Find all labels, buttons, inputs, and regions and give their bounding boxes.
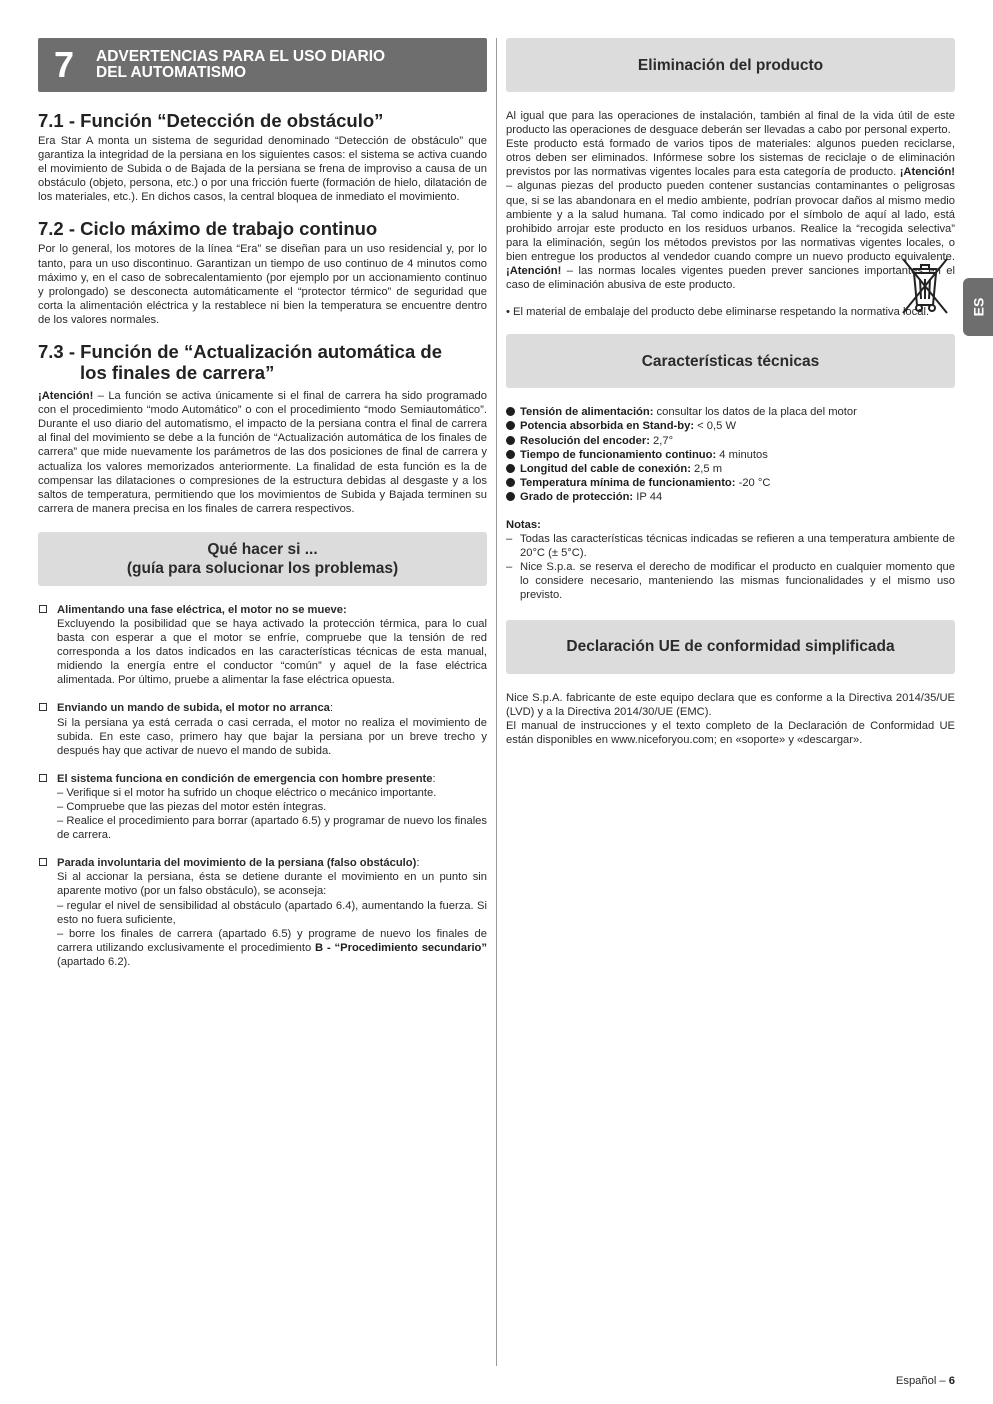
section-7-2-body: Por lo general, los motores de la línea “Era” se diseñan para un uso residencial y, por lo tanto, para un uso discontinuo. Garantizan un tiempo de uso continuo de 4 minutos como máximo y, en el caso de sobrecalentamiento (por ejemplo por un accionamiento continuo y prolongado) se desconecta automáticamente el “protector térmico” de seguridad que corta la alimentación eléctrica y la restablece ni bien la temperatura se encuentre dentro de los valores normales. <box>38 243 487 326</box>
bullet-dot-icon <box>506 492 515 501</box>
spec-item <box>506 405 955 419</box>
chapter-title-line1: ADVERTENCIAS PARA EL USO DIARIO <box>96 48 386 65</box>
disposal-p2c: – las normas locales vigentes pueden prever sanciones importantes en el caso de eliminación abusiva de este producto. <box>506 265 955 292</box>
section-7-3 <box>38 341 487 516</box>
disposal-p2-wrap <box>506 137 955 292</box>
troubleshoot-title-line1: Qué hacer si ... <box>207 540 318 558</box>
checkbox-icon <box>39 858 47 866</box>
spec-value: 2,7° <box>649 434 674 447</box>
section-7-3-title <box>38 341 487 383</box>
spec-label: Grado de protección: <box>520 490 634 503</box>
specs-list <box>506 405 955 504</box>
section-7-1-title: 7.1 - Función “Detección de obstáculo” <box>38 110 384 131</box>
spec-item <box>506 476 955 490</box>
note-item: – Nice S.p.a. se reserva el derecho de modificar el producto en cualquier momento que lo considere necesario, manteniendo las mismas funcionalidades y el mismo uso previsto. <box>506 561 955 602</box>
disposal-p2b: – algunas piezas del producto pueden contener sustancias contaminantes o peligrosas que, si se las abandonara en el medio ambiente, podrían provocar daños al mismo medio ambiente y a la salud humana. Tal como indicado por el símbolo de aquí al lado, está prohibido arrojar este producto en los residuos urbanos. Realice la “recogida selectiva” para la eliminación, según los métodos previstos por las normativas vigentes locales, o bien entregue los productos al vendedor cuando compre un nuevo producto equivalente. <box>506 180 955 263</box>
q4-line2: – regular el nivel de sensibilidad al obstáculo (apartado 6.4), aumentando la fuerza. Si esto no fuera suficiente, <box>57 899 487 926</box>
q2-colon: : <box>329 702 334 715</box>
q4-line3 <box>57 927 487 969</box>
disposal-p1: Al igual que para las operaciones de instalación, también al final de la vida útil de este producto las operaciones de desguace deberán ser llevadas a cabo por personal experto. <box>506 110 955 137</box>
disposal-title: Eliminación del producto <box>637 56 824 74</box>
troubleshoot-header <box>38 532 487 586</box>
spec-label: Longitud del cable de conexión: <box>520 462 691 475</box>
bullet-dot-icon <box>506 464 515 473</box>
language-tab <box>963 278 993 336</box>
section-7-3-body <box>38 389 487 516</box>
troubleshoot-item-4-head <box>38 856 487 870</box>
q3-line1: – Verifique si el motor ha sufrido un choque eléctrico o mecánico importante. <box>57 786 437 799</box>
q3-head-text: El sistema funciona en condición de emergencia con hombre presente <box>57 772 433 785</box>
note-item: – Todas las características técnicas indicadas se refieren a una temperatura ambiente de 20°C (± 5°C). <box>506 533 955 560</box>
disposal-section <box>506 109 955 319</box>
troubleshoot-item-3-head <box>38 772 487 786</box>
notes <box>506 518 955 603</box>
bullet-dot-icon <box>506 421 515 430</box>
note-2: Nice S.p.a. se reserva el derecho de modificar el producto en cualquier momento que lo considere necesario, manteniendo las mismas funcionalidades y el mismo uso previsto. <box>520 561 955 602</box>
spec-label: Potencia absorbida en Stand-by: <box>520 420 695 433</box>
spec-label: Resolución del encoder: <box>520 434 650 447</box>
declaration-title: Declaración UE de conformidad simplificada <box>566 638 895 656</box>
spec-value: 2,5 m <box>690 462 723 475</box>
troubleshoot-item-2-head <box>38 701 487 715</box>
bullet-dot-icon <box>506 436 515 445</box>
page-number: 6 <box>948 1375 955 1387</box>
disposal-p2 <box>506 137 955 292</box>
page-footer <box>896 1375 955 1387</box>
troubleshoot-item-4 <box>38 856 487 969</box>
q3-line3: – Realice el procedimiento para borrar (apartado 6.5) y programar de nuevo los finales de carrera. <box>57 815 487 842</box>
q4-line3b: B - “Procedimiento secundario” <box>315 941 487 954</box>
spec-value: consultar los datos de la placa del motor <box>653 406 857 419</box>
section-7-3-text: – La función se activa únicamente si el final de carrera ha sido programado con el procedimiento “modo Automático” o con el procedimiento “modo Semiautomático”. Durante el uso diario del automatismo, el impacto de la persiana contra el final de carrera al final del movimiento se debe a la función de “Actualización automática de los finales de carrera” que mide nuevamente los parámetros de las dos posiciones de final de carrera y actualiza los valores memorizados anteriormente. La finalidad de esta función es la de compensar las dilataciones o compresiones de la estructura debidas al desgaste y a los saltos de temperatura, permitiendo que los movimientos de Subida y Bajada terminen su carrera de manera precisa en los finales de carrera respectivos. <box>38 390 487 515</box>
disposal-p2a: Este producto está formado de varios tipos de materiales: algunos pueden reciclarse, otros deben ser eliminados. Infórmese sobre los sistemas de reciclaje o de eliminación previstos por las normativas vigentes locales para esta categoría de producto. <box>506 138 955 179</box>
spec-item <box>506 490 955 504</box>
checkbox-icon <box>39 774 47 782</box>
footer-language: Español – <box>895 1375 949 1387</box>
note-1: Todas las características técnicas indicadas se refieren a una temperatura ambiente de 20°C (± 5°C). <box>520 533 955 560</box>
column-divider <box>496 38 497 1366</box>
troubleshoot-item-1-head <box>38 603 487 617</box>
q4-line3a: – borre los finales de carrera (apartado 6.5) y programe de nuevo los finales de carrera utilizando exclusivamente el procedimiento <box>57 927 487 954</box>
spec-item <box>506 419 955 433</box>
section-7-1 <box>38 110 487 204</box>
section-7-2 <box>38 218 487 327</box>
troubleshoot-item-2 <box>38 701 487 757</box>
declaration-p1: Nice S.p.A. fabricante de este equipo declara que es conforme a la Directiva 2014/35/UE (LVD) y a la Directiva 2014/30/UE (EMC). <box>506 691 955 718</box>
q4-head-text: Parada involuntaria del movimiento de la persiana (falso obstáculo) <box>57 857 417 870</box>
troubleshoot-item-2-body: Si la persiana ya está cerrada o casi cerrada, el motor no realiza el movimiento de subida. En este caso, primero hay que bajar la persiana por un breve trecho y después hay que activar de nuevo el mando de subida. <box>57 716 487 757</box>
q3-colon: : <box>432 772 436 785</box>
notes-title-text: Notas: <box>506 518 541 531</box>
disposal-header <box>506 38 955 92</box>
q4-colon: : <box>416 857 420 870</box>
troubleshoot-item-1 <box>38 603 487 688</box>
q4-line3c: (apartado 6.2). <box>57 955 131 968</box>
spec-value: IP 44 <box>633 490 663 503</box>
notes-title <box>506 518 955 532</box>
troubleshoot-item-3 <box>38 772 487 842</box>
troubleshoot-item-3-body <box>38 786 487 842</box>
chapter-title-line2: DEL AUTOMATISMO <box>96 64 247 81</box>
troubleshoot-item-1-body: Excluyendo la posibilidad que se haya activado la protección térmica, para lo cual basta con esperar a que el motor se enfríe, compruebe que la tensión de red corresponda a los datos indicados en las características técnicas de esta manual, midiendo la energía entre el conductor “común” y aquel de la fase eléctrica alimentada. Por último, pruebe a alimentar la fase eléctrica opuesta. <box>57 617 487 687</box>
section-7-2-title: 7.2 - Ciclo máximo de trabajo continuo <box>38 218 378 240</box>
q3-line2: – Compruebe que las piezas del motor estén íntegras. <box>57 801 327 813</box>
chapter-header <box>38 38 487 92</box>
spec-value: 4 minutos <box>716 448 768 461</box>
specs-header <box>506 334 955 388</box>
checkbox-icon <box>39 605 47 613</box>
q1-head-text: Alimentando una fase eléctrica, el motor no se mueve: <box>57 603 347 616</box>
declaration-p2: El manual de instrucciones y el texto completo de la Declaración de Conformidad UE están disponibles en www.niceforyou.com; en «soporte» y «descargar». <box>506 719 955 746</box>
q2-head-text: Enviando un mando de subida, el motor no arranca <box>57 702 330 715</box>
disposal-bullet: • El material de embalaje del producto debe eliminarse respetando la normativa local. <box>506 306 930 319</box>
troubleshoot-title-line2: (guía para solucionar los problemas) <box>126 559 399 577</box>
bullet-dot-icon <box>506 450 515 459</box>
section-7-3-title-line2: los finales de carrera” <box>80 362 275 384</box>
spec-label: Tiempo de funcionamiento continuo: <box>520 448 717 461</box>
disposal-warning-2: ¡Atención! <box>506 265 562 278</box>
disposal-warning-1: ¡Atención! <box>899 166 955 179</box>
q4-line1: Si al accionar la persiana, ésta se detiene durante el movimiento en un punto sin aparente motivo (por un falso obstáculo), se aconseja: <box>57 871 487 898</box>
specs-title: Características técnicas <box>641 352 820 370</box>
spec-item <box>506 448 955 462</box>
spec-label: Tensión de alimentación: <box>520 406 654 419</box>
checkbox-icon <box>39 703 47 711</box>
spec-item <box>506 462 955 476</box>
section-7-1-body: Era Star A monta un sistema de seguridad denominado “Detección de obstáculo” que garantiza la integridad de la persiana en los siguientes casos: el sistema se activa cuando el movimiento de Subida o de Bajada de la persiana se frena de improviso a causa de un obstáculo (objeto, persona, etc.) o por una fricción fuerte (formación de hielo, dilatación de los materiales, etc.). En dichos casos, la central bloquea de inmediato el movimiento. <box>38 135 487 204</box>
spec-item <box>506 434 955 448</box>
declaration-section <box>506 691 955 747</box>
chapter-number: 7 <box>53 44 75 85</box>
spec-value: -20 °C <box>735 476 771 489</box>
chapter-title <box>90 49 385 81</box>
crossed-out-wheelie-bin-icon <box>899 255 951 317</box>
bullet-dot-icon <box>506 478 515 487</box>
spec-label: Temperatura mínima de funcionamiento: <box>520 476 736 489</box>
right-column <box>506 38 955 747</box>
troubleshoot-item-4-body <box>38 870 487 969</box>
bullet-dot-icon <box>506 407 515 416</box>
left-column <box>38 38 487 969</box>
declaration-header <box>506 620 955 674</box>
language-tab-label: ES <box>970 297 986 317</box>
section-7-3-title-line1: 7.3 - Función de “Actualización automática de <box>38 341 442 363</box>
warning-label: ¡Atención! <box>38 390 94 403</box>
spec-value: < 0,5 W <box>694 420 737 433</box>
